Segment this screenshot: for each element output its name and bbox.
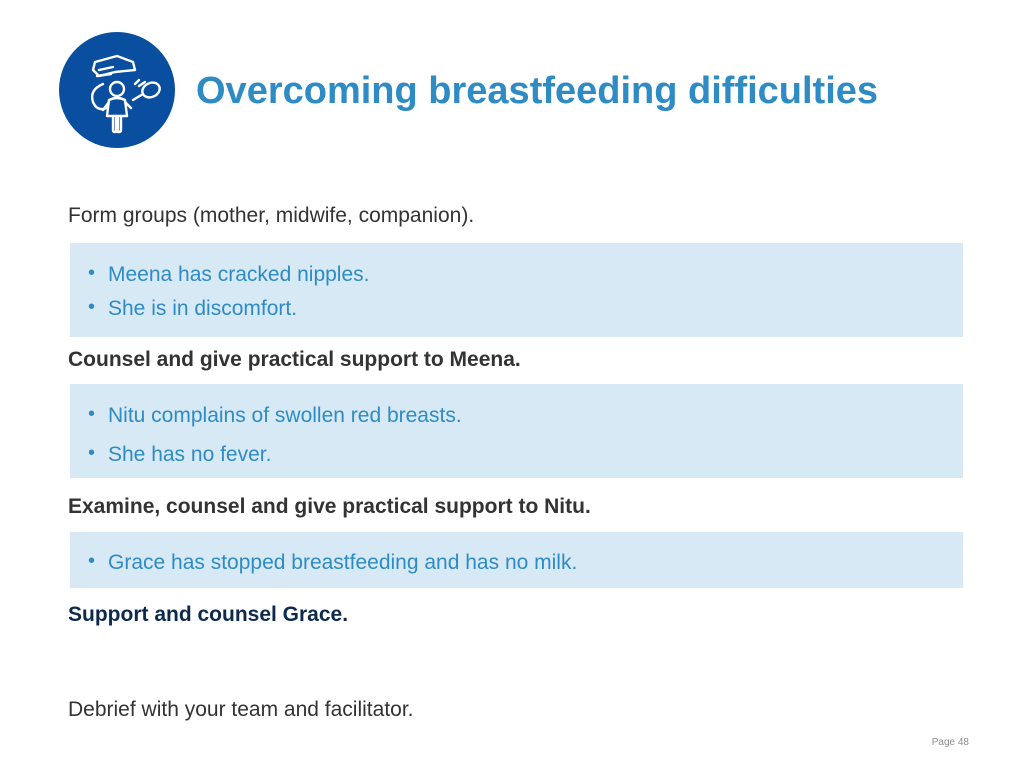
debrief-instruction: Debrief with your team and facilitator.	[68, 698, 414, 721]
intro-instruction: Form groups (mother, midwife, companion).	[68, 204, 475, 227]
logo	[59, 32, 175, 148]
list-item	[88, 262, 370, 287]
bullet-icon: •	[88, 403, 96, 425]
task-nitu: Examine, counsel and give practical support to Nitu.	[68, 495, 591, 518]
case-text: Grace has stopped breastfeeding and has no milk.	[108, 551, 578, 574]
task-grace: Support and counsel Grace.	[68, 603, 349, 626]
page-number: Page 48	[931, 737, 969, 748]
task-meena: Counsel and give practical support to Meena.	[68, 348, 521, 371]
page-title: Overcoming breastfeeding difficulties	[196, 70, 879, 112]
bullet-icon: •	[88, 296, 96, 318]
bullet-icon: •	[88, 262, 96, 284]
list-item	[88, 550, 577, 575]
case-text: Nitu complains of swollen red breasts.	[108, 404, 462, 427]
bullet-icon: •	[88, 550, 96, 572]
list-item	[88, 442, 271, 467]
case-box-meena	[70, 243, 963, 337]
case-box-grace	[70, 532, 963, 588]
bullet-icon: •	[88, 442, 96, 464]
list-item	[88, 403, 462, 428]
case-text: She is in discomfort.	[108, 297, 298, 320]
case-text: She has no fever.	[108, 443, 272, 466]
list-item	[88, 296, 297, 321]
glove-baby-bulb-syringe-icon	[59, 32, 175, 148]
case-text: Meena has cracked nipples.	[108, 263, 370, 286]
case-box-nitu	[70, 384, 963, 478]
